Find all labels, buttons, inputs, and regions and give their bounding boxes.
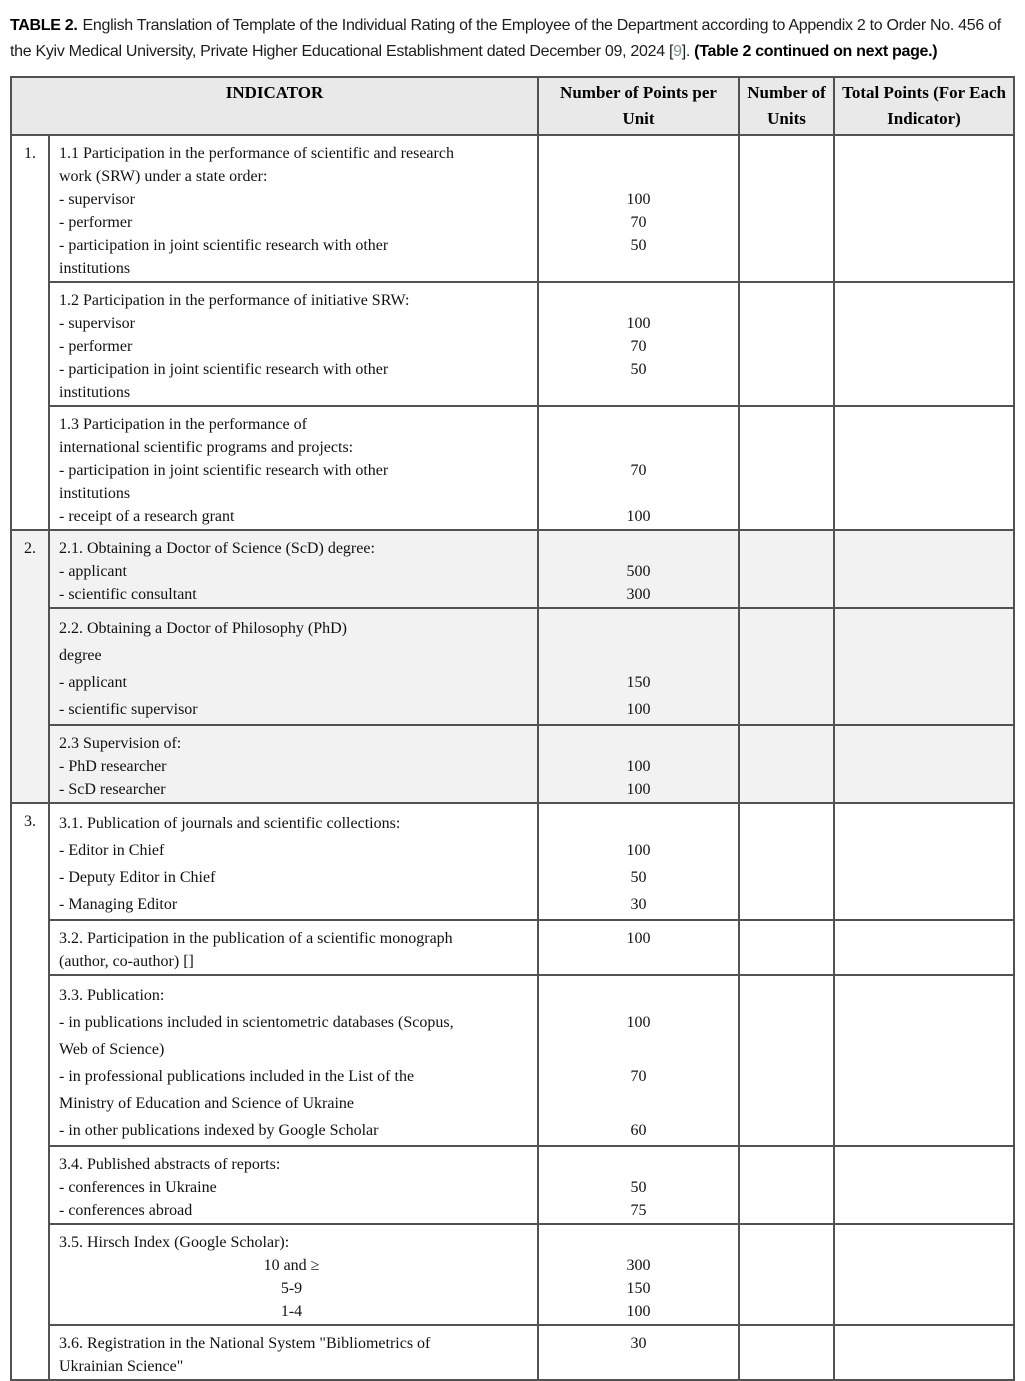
points-per-unit-cell xyxy=(538,282,739,406)
caption-cite-open: [ xyxy=(664,43,674,60)
header-indicator: INDICATOR xyxy=(11,77,538,135)
total-points-cell xyxy=(834,1146,1014,1224)
points-value: 100 xyxy=(626,1014,651,1031)
total-points-cell xyxy=(834,725,1014,803)
indicator-line: Ukrainian Science" xyxy=(59,1358,184,1375)
total-points-cell xyxy=(834,920,1014,975)
number-of-units-cell xyxy=(739,975,834,1146)
indicator-line: institutions xyxy=(59,384,131,401)
indicator-line: 1.1 Participation in the performance of scientific and research xyxy=(59,145,454,162)
points-per-unit-cell xyxy=(538,608,739,725)
indicator-cell xyxy=(49,1224,538,1325)
points-value: 30 xyxy=(630,1335,647,1352)
number-of-units-cell xyxy=(739,135,834,282)
points-blank-line xyxy=(540,1090,737,1117)
indicator-line: (author, co-author) [] xyxy=(59,953,194,970)
indicator-line: 2.1. Obtaining a Doctor of Science (ScD) degree: xyxy=(59,540,375,557)
indicator-line: - performer xyxy=(59,338,133,355)
number-of-units-cell xyxy=(739,920,834,975)
points-per-unit-cell xyxy=(538,725,739,803)
number-of-units-cell xyxy=(739,725,834,803)
points-value: 30 xyxy=(630,896,647,913)
points-blank-line xyxy=(540,615,737,642)
indicator-line: - participation in joint scientific research with other xyxy=(59,237,389,254)
indicator-line: - scientific consultant xyxy=(59,586,197,603)
total-points-cell xyxy=(834,1224,1014,1325)
points-value: 100 xyxy=(626,781,651,798)
points-blank-line xyxy=(540,165,737,188)
indicator-cell xyxy=(49,725,538,803)
indicator-line: - ScD researcher xyxy=(59,781,166,798)
indicator-line: Ministry of Education and Science of Ukraine xyxy=(59,1095,355,1112)
table-caption xyxy=(10,13,1017,65)
points-per-unit-cell xyxy=(538,406,739,530)
points-value: 100 xyxy=(626,842,651,859)
points-per-unit-cell xyxy=(538,920,739,975)
indicator-line: 1.3 Participation in the performance of xyxy=(59,416,307,433)
indicator-cell xyxy=(49,1325,538,1380)
indicator-line: - Deputy Editor in Chief xyxy=(59,869,216,886)
indicator-line: 3.6. Registration in the National System "Bibliometrics of xyxy=(59,1335,431,1352)
total-points-cell xyxy=(834,530,1014,608)
indicator-cell xyxy=(49,608,538,725)
indicator-cell xyxy=(49,803,538,920)
points-value: 500 xyxy=(626,563,651,580)
points-value: 100 xyxy=(626,758,651,775)
indicator-cell xyxy=(49,135,538,282)
table-row xyxy=(11,530,1014,608)
indicator-line: 3.2. Participation in the publication of a scientific monograph xyxy=(59,930,453,947)
points-value: 50 xyxy=(630,1179,647,1196)
points-per-unit-cell xyxy=(538,135,739,282)
indicator-line: 3.1. Publication of journals and scientific collections: xyxy=(59,815,401,832)
indicator-line: 2.3 Supervision of: xyxy=(59,735,182,752)
points-blank-line xyxy=(540,950,737,973)
number-of-units-cell xyxy=(739,608,834,725)
header-row xyxy=(11,77,1014,135)
table-row xyxy=(11,282,1014,406)
points-per-unit-cell xyxy=(538,975,739,1146)
points-value: 100 xyxy=(626,930,651,947)
indicator-line: 3.5. Hirsch Index (Google Scholar): xyxy=(59,1234,290,1251)
indicator-line: 10 and ≥ xyxy=(263,1257,320,1274)
caption-body: English Translation of Template of the Individual Rating of the Employee of the Department according to Appendix 2 to Order No. 456 of the Kyiv Medical University, Private Higher Educational Establishment dated December 09, 2024 xyxy=(10,17,1001,60)
points-blank-line xyxy=(540,1036,737,1063)
indicator-line: 5-9 xyxy=(280,1280,303,1297)
points-value: 75 xyxy=(630,1202,647,1219)
points-blank-line xyxy=(540,142,737,165)
indicator-cell xyxy=(49,406,538,530)
points-blank-line xyxy=(540,537,737,560)
header-number-of-units: Number of Units xyxy=(739,77,834,135)
caption-continued-note: (Table 2 continued on next page.) xyxy=(694,43,938,60)
number-of-units-cell xyxy=(739,1146,834,1224)
points-value: 50 xyxy=(630,869,647,886)
indicator-line: Web of Science) xyxy=(59,1041,165,1058)
points-value: 150 xyxy=(626,674,651,691)
points-blank-line xyxy=(540,289,737,312)
points-blank-line xyxy=(540,413,737,436)
row-group-number: 1. xyxy=(11,135,49,530)
table-row xyxy=(11,803,1014,920)
caption-citation-number: 9 xyxy=(673,43,682,60)
points-value: 100 xyxy=(626,1303,651,1320)
points-blank-line xyxy=(540,436,737,459)
table-header xyxy=(11,77,1014,135)
indicator-line: institutions xyxy=(59,260,131,277)
points-value: 70 xyxy=(630,462,647,479)
indicator-line: institutions xyxy=(59,485,131,502)
points-per-unit-cell xyxy=(538,1146,739,1224)
points-value: 100 xyxy=(626,701,651,718)
points-blank-line xyxy=(540,482,737,505)
indicator-line: - applicant xyxy=(59,674,127,691)
points-blank-line xyxy=(540,982,737,1009)
indicator-line: 3.4. Published abstracts of reports: xyxy=(59,1156,281,1173)
points-blank-line xyxy=(540,810,737,837)
number-of-units-cell xyxy=(739,1224,834,1325)
points-per-unit-cell xyxy=(538,803,739,920)
table-row xyxy=(11,1146,1014,1224)
indicator-line: degree xyxy=(59,647,102,664)
points-blank-line xyxy=(540,732,737,755)
points-value: 50 xyxy=(630,237,647,254)
table-row xyxy=(11,920,1014,975)
total-points-cell xyxy=(834,975,1014,1146)
table-row xyxy=(11,608,1014,725)
indicator-line: - in professional publications included in the List of the xyxy=(59,1068,415,1085)
indicator-line: - Editor in Chief xyxy=(59,842,165,859)
table-row xyxy=(11,406,1014,530)
header-total-points: Total Points (For Each Indicator) xyxy=(834,77,1014,135)
number-of-units-cell xyxy=(739,282,834,406)
points-per-unit-cell xyxy=(538,1325,739,1380)
points-blank-line xyxy=(540,1355,737,1378)
row-group-number: 3. xyxy=(11,803,49,1380)
points-value: 300 xyxy=(626,586,651,603)
table-row xyxy=(11,725,1014,803)
indicator-line: 1-4 xyxy=(280,1303,303,1320)
number-of-units-cell xyxy=(739,530,834,608)
total-points-cell xyxy=(834,406,1014,530)
table-row xyxy=(11,1325,1014,1380)
indicator-line: - in other publications indexed by Google Scholar xyxy=(59,1122,379,1139)
indicator-line: - PhD researcher xyxy=(59,758,167,775)
number-of-units-cell xyxy=(739,406,834,530)
points-per-unit-cell xyxy=(538,1224,739,1325)
table-row xyxy=(11,975,1014,1146)
total-points-cell xyxy=(834,608,1014,725)
indicator-line: - participation in joint scientific research with other xyxy=(59,462,389,479)
points-value: 300 xyxy=(626,1257,651,1274)
rating-table-body xyxy=(11,135,1014,1380)
indicator-line: work (SRW) under a state order: xyxy=(59,168,268,185)
points-value: 100 xyxy=(626,191,651,208)
caption-cite-close: ]. xyxy=(681,43,691,60)
indicator-line: - conferences abroad xyxy=(59,1202,193,1219)
points-value: 70 xyxy=(630,214,647,231)
points-per-unit-cell xyxy=(538,530,739,608)
indicator-line: international scientific programs and projects: xyxy=(59,439,354,456)
points-blank-line xyxy=(540,257,737,280)
number-of-units-cell xyxy=(739,803,834,920)
points-value: 100 xyxy=(626,315,651,332)
indicator-cell xyxy=(49,282,538,406)
points-value: 60 xyxy=(630,1122,647,1139)
total-points-cell xyxy=(834,135,1014,282)
indicator-line: - performer xyxy=(59,214,133,231)
points-value: 70 xyxy=(630,338,647,355)
indicator-line: - supervisor xyxy=(59,191,135,208)
caption-label: TABLE 2. xyxy=(10,17,78,34)
points-value: 70 xyxy=(630,1068,647,1085)
points-blank-line xyxy=(540,1231,737,1254)
points-blank-line xyxy=(540,642,737,669)
row-group-number: 2. xyxy=(11,530,49,803)
total-points-cell xyxy=(834,1325,1014,1380)
table-row xyxy=(11,1224,1014,1325)
indicator-line: - receipt of a research grant xyxy=(59,508,235,525)
indicator-line: 3.3. Publication: xyxy=(59,987,165,1004)
points-value: 100 xyxy=(626,508,651,525)
indicator-cell xyxy=(49,920,538,975)
points-value: 150 xyxy=(626,1280,651,1297)
indicator-line: - conferences in Ukraine xyxy=(59,1179,217,1196)
indicator-cell xyxy=(49,975,538,1146)
indicator-cell xyxy=(49,1146,538,1224)
indicator-line: - in publications included in scientometric databases (Scopus, xyxy=(59,1014,454,1031)
points-blank-line xyxy=(540,381,737,404)
total-points-cell xyxy=(834,803,1014,920)
table-row xyxy=(11,135,1014,282)
points-value: 50 xyxy=(630,361,647,378)
indicator-line: - supervisor xyxy=(59,315,135,332)
points-blank-line xyxy=(540,1153,737,1176)
indicator-line: 1.2 Participation in the performance of initiative SRW: xyxy=(59,292,410,309)
rating-table xyxy=(10,76,1015,1381)
total-points-cell xyxy=(834,282,1014,406)
number-of-units-cell xyxy=(739,1325,834,1380)
header-points-per-unit: Number of Points per Unit xyxy=(538,77,739,135)
indicator-line: 2.2. Obtaining a Doctor of Philosophy (PhD) xyxy=(59,620,347,637)
indicator-cell xyxy=(49,530,538,608)
indicator-line: - applicant xyxy=(59,563,127,580)
indicator-line: - Managing Editor xyxy=(59,896,178,913)
indicator-line: - scientific supervisor xyxy=(59,701,198,718)
indicator-line: - participation in joint scientific research with other xyxy=(59,361,389,378)
